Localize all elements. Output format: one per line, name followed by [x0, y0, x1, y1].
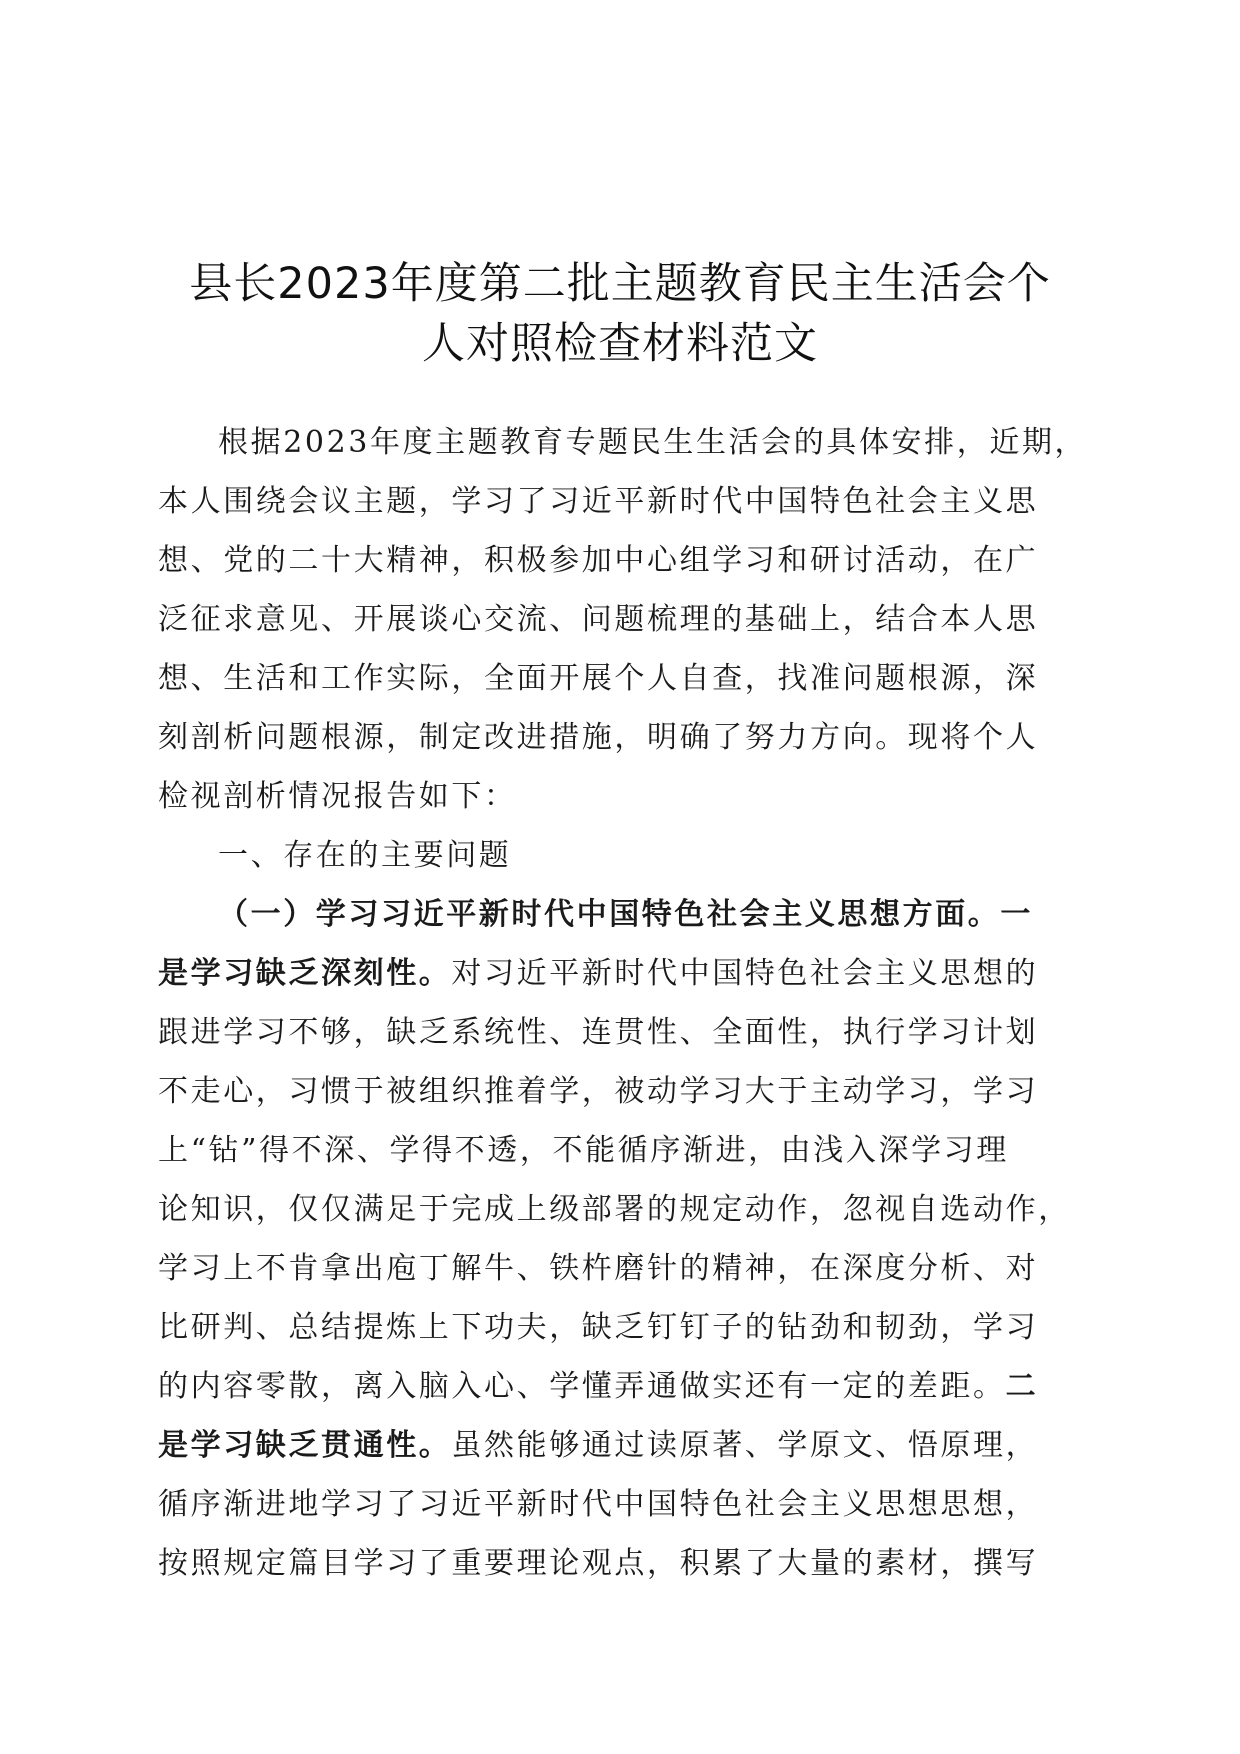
- intro-line: 根据2023年度主题教育专题民生生活会的具体安排，近期，: [218, 425, 1088, 460]
- point-1-bold: 是学习缺乏深刻性。: [158, 956, 452, 991]
- document-body: [158, 413, 1088, 1593]
- point-1-text: 对习近平新时代中国特色社会主义思想的: [451, 956, 1039, 991]
- title-line-2: 人对照检查材料范文: [422, 319, 818, 369]
- para-line: 上“钻”得不深、学得不透，不能循序渐进，由浅入深学习理: [158, 1133, 1009, 1168]
- intro-line: 想、党的二十大精神，积极参加中心组学习和研讨活动，在广: [158, 543, 1039, 578]
- para-line: 学习上不肯拿出庖丁解牛、铁杵磨针的精神，在深度分析、对: [158, 1251, 1039, 1286]
- para-line: 按照规定篇目学习了重要理论观点，积累了大量的素材，撰写: [158, 1546, 1039, 1581]
- para-line: [158, 1357, 1088, 1416]
- para-line: [158, 885, 1088, 944]
- intro-line: 想、生活和工作实际，全面开展个人自查，找准问题根源，深: [158, 661, 1039, 696]
- para-line: 跟进学习不够，缺乏系统性、连贯性、全面性，执行学习计划: [158, 1015, 1039, 1050]
- title-line-1: 县长2023年度第二批主题教育民主生活会个: [189, 259, 1051, 309]
- section-heading-1: 一、存在的主要问题: [218, 838, 512, 873]
- intro-line: 检视剖析情况报告如下：: [158, 779, 517, 814]
- point-2-text: 虽然能够通过读原著、学原文、悟原理，: [451, 1428, 1039, 1463]
- para-line: [158, 1416, 1088, 1475]
- para-line: 论知识，仅仅满足于完成上级部署的规定动作，忽视自选动作，: [158, 1192, 1071, 1227]
- subheading-bold: （一）学习习近平新时代中国特色社会主义思想方面。一: [218, 897, 1033, 932]
- intro-paragraph: [158, 413, 1088, 826]
- para-line: [158, 944, 1088, 1003]
- intro-line: 刻剖析问题根源，制定改进措施，明确了努力方向。现将个人: [158, 720, 1039, 755]
- intro-line: 泛征求意见、开展谈心交流、问题梳理的基础上，结合本人思: [158, 602, 1039, 637]
- point-2-bold-start: 二: [1005, 1369, 1039, 1404]
- intro-line: 本人围绕会议主题，学习了习近平新时代中国特色社会主义思: [158, 484, 1039, 519]
- point-1-tail: 的内容零散，离入脑入心、学懂弄通做实还有一定的差距。: [158, 1369, 1006, 1404]
- section-1-paragraph: [158, 885, 1088, 1593]
- para-line: 不走心，习惯于被组织推着学，被动学习大于主动学习，学习: [158, 1074, 1039, 1109]
- para-line: 循序渐进地学习了习近平新时代中国特色社会主义思想思想，: [158, 1487, 1039, 1522]
- point-2-bold: 是学习缺乏贯通性。: [158, 1428, 452, 1463]
- para-line: 比研判、总结提炼上下功夫，缺乏钉钉子的钻劲和韧劲，学习: [158, 1310, 1039, 1345]
- document-title: [130, 254, 1110, 374]
